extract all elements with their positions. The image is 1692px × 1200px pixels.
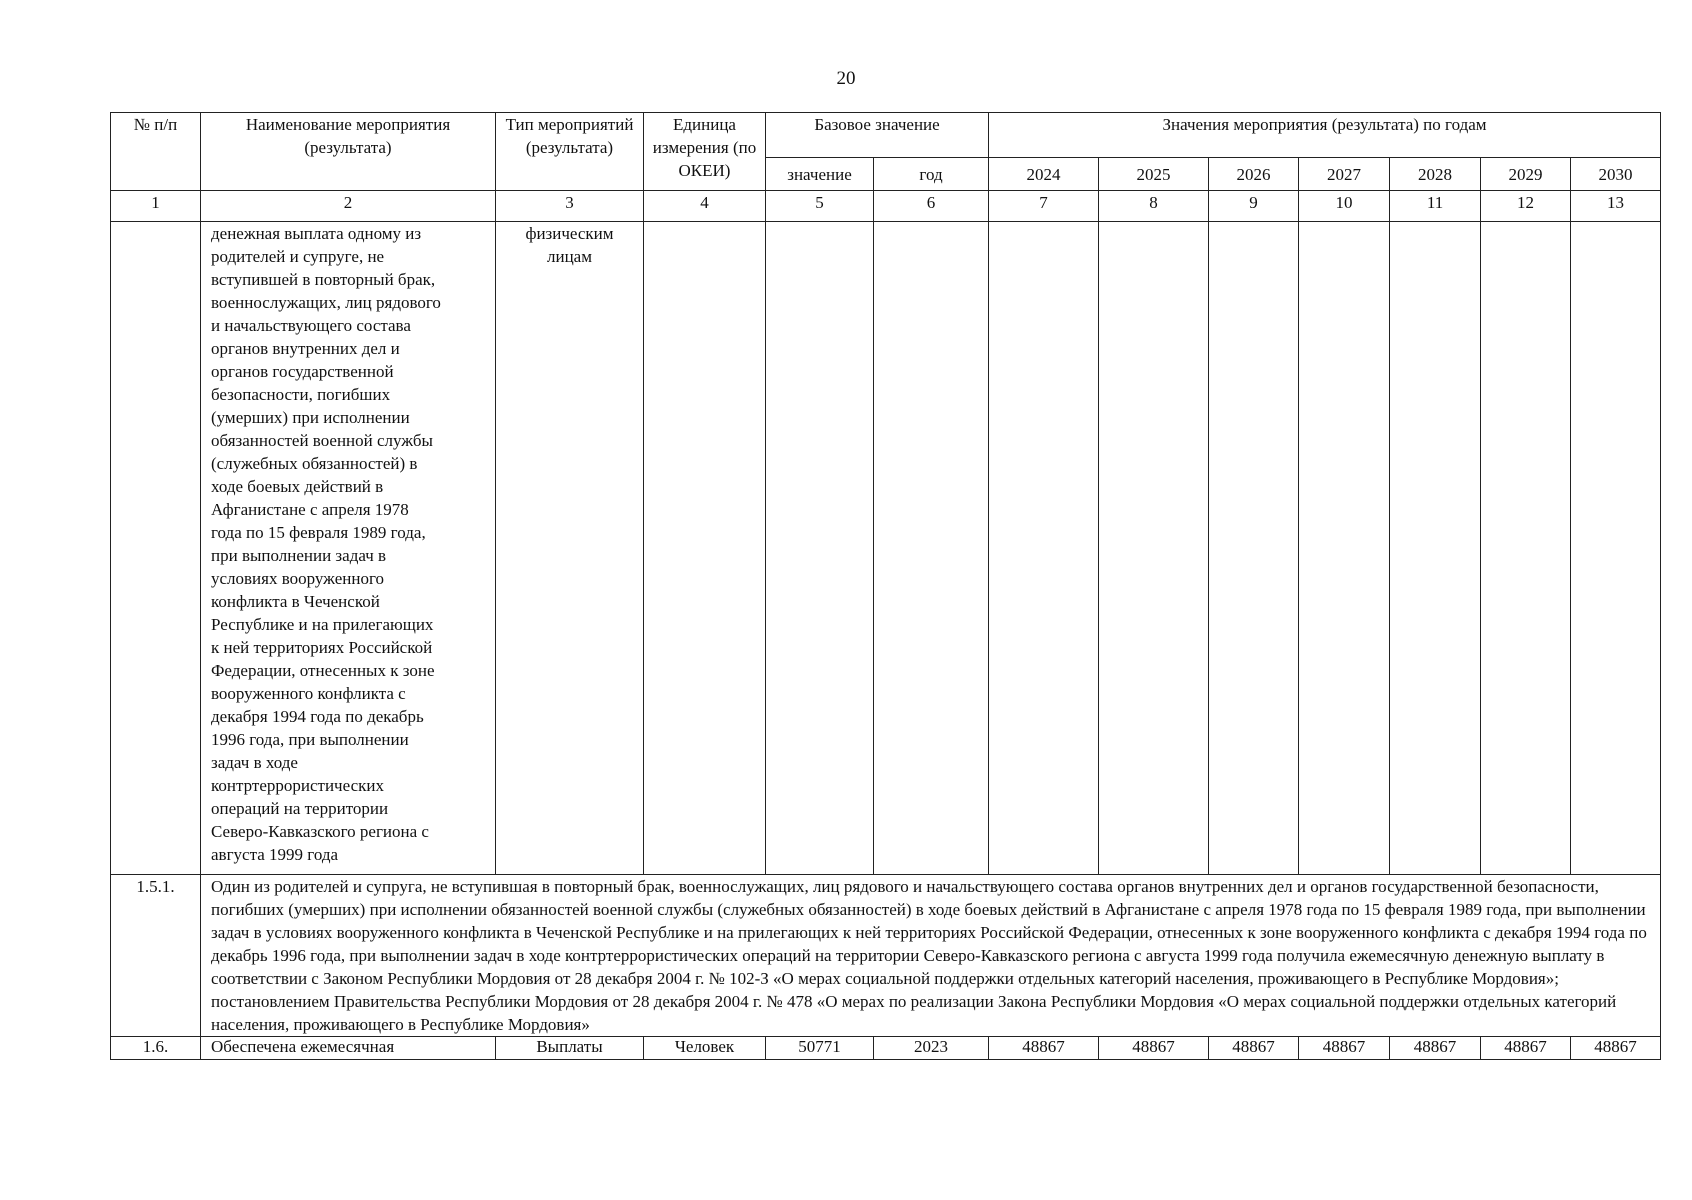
- cell-empty: [1099, 222, 1209, 875]
- note-text: Один из родителей и супруга, не вступившая в повторный брак, военнослужащих, лиц рядового и начальствующего состава органов внутренних дел и органов государственной безопасности, погибших (умерших) при исполнении обязанностей военной службы (служебных обязанностей) в ходе боевых действий в Афганистане с апреля 1978 года по 15 февраля 1989 года, при выполнении задач в условиях вооруженного конфликта в Чеченской Республике и на прилегающих к ней территориях Российской Федерации, отнесенных к зоне вооруженного конфликта с декабря 1994 года по декабрь 1996 года, при выполнении задач в ходе контртеррористических операций на территории Северо-Кавказского региона с августа 1999 года получила ежемесячную денежную выплату в соответствии с Законом Республики Мордовия от 28 декабря 2004 г. № 102-З «О мерах социальной поддержки отдельных категорий населения, проживающего в Республике Мордовия»; постановлением Правительства Республики Мордовия от 28 декабря 2004 г. № 478 «О мерах по реализации Закона Республики Мордовия «О мерах социальной поддержки отдельных категорий населения, проживающего в Республике Мордовия»: [201, 875, 1661, 1037]
- column-number: 6: [874, 191, 989, 222]
- column-number: 1: [111, 191, 201, 222]
- column-number: 8: [1099, 191, 1209, 222]
- note-num: 1.5.1.: [111, 875, 201, 1037]
- row-num: 1.6.: [111, 1037, 201, 1060]
- header-year-2026: 2026: [1209, 158, 1299, 191]
- column-number: 3: [496, 191, 644, 222]
- header-base-year: год: [874, 158, 989, 191]
- header-num: № п/п: [111, 113, 201, 191]
- cell-empty: [1209, 222, 1299, 875]
- row-value-2026: 48867: [1209, 1037, 1299, 1060]
- measures-table: [110, 112, 1661, 1060]
- column-number: 12: [1481, 191, 1571, 222]
- row-value-2024: 48867: [989, 1037, 1099, 1060]
- header-type: Тип мероприятий (результата): [496, 113, 644, 191]
- header-year-2027: 2027: [1299, 158, 1390, 191]
- column-number: 10: [1299, 191, 1390, 222]
- column-number: 13: [1571, 191, 1661, 222]
- row-base-value: 50771: [766, 1037, 874, 1060]
- column-number: 11: [1390, 191, 1481, 222]
- cell-empty: [989, 222, 1099, 875]
- column-number: 4: [644, 191, 766, 222]
- header-values-by-year: Значения мероприятия (результата) по годам: [989, 113, 1661, 158]
- column-number: 5: [766, 191, 874, 222]
- header-year-2029: 2029: [1481, 158, 1571, 191]
- continued-type: физическим лицам: [496, 222, 644, 875]
- cell-empty: [644, 222, 766, 875]
- row-value-2030: 48867: [1571, 1037, 1661, 1060]
- row-value-2028: 48867: [1390, 1037, 1481, 1060]
- header-unit: Единица измерения (по ОКЕИ): [644, 113, 766, 191]
- column-number-row: [111, 191, 1661, 222]
- table-row: [111, 1037, 1661, 1060]
- cell-empty: [1571, 222, 1661, 875]
- row-value-2027: 48867: [1299, 1037, 1390, 1060]
- column-number: 9: [1209, 191, 1299, 222]
- page-number: 20: [836, 68, 856, 89]
- cell-empty: [111, 222, 201, 875]
- row-name: Обеспечена ежемесячная: [201, 1037, 496, 1060]
- column-number: 7: [989, 191, 1099, 222]
- row-value-2025: 48867: [1099, 1037, 1209, 1060]
- continued-name: денежная выплата одному из родителей и супруге, не вступившей в повторный брак, военнослужащих, лиц рядового и начальствующего состава органов внутренних дел и органов государственной безопасности, погибших (умерших) при исполнении обязанностей военной службы (служебных обязанностей) в ходе боевых действий в Афганистане с апреля 1978 года по 15 февраля 1989 года, при выполнении задач в условиях вооруженного конфликта в Чеченской Республике и на прилегающих к ней территориях Российской Федерации, отнесенных к зоне вооруженного конфликта с декабря 1994 года по декабрь 1996 года, при выполнении задач в ходе контртеррористических операций на территории Северо-Кавказского региона с августа 1999 года: [201, 222, 496, 875]
- continued-row: [111, 222, 1661, 875]
- note-row: [111, 875, 1661, 1037]
- row-base-year: 2023: [874, 1037, 989, 1060]
- header-base-value: значение: [766, 158, 874, 191]
- header-year-2028: 2028: [1390, 158, 1481, 191]
- header-year-2025: 2025: [1099, 158, 1209, 191]
- header-year-2024: 2024: [989, 158, 1099, 191]
- header-year-2030: 2030: [1571, 158, 1661, 191]
- row-value-2029: 48867: [1481, 1037, 1571, 1060]
- row-unit: Человек: [644, 1037, 766, 1060]
- header-base: Базовое значение: [766, 113, 989, 158]
- cell-empty: [874, 222, 989, 875]
- cell-empty: [1299, 222, 1390, 875]
- column-number: 2: [201, 191, 496, 222]
- cell-empty: [766, 222, 874, 875]
- cell-empty: [1481, 222, 1571, 875]
- header-name: Наименование мероприятия (результата): [201, 113, 496, 191]
- header-row: [111, 113, 1661, 158]
- cell-empty: [1390, 222, 1481, 875]
- row-type: Выплаты: [496, 1037, 644, 1060]
